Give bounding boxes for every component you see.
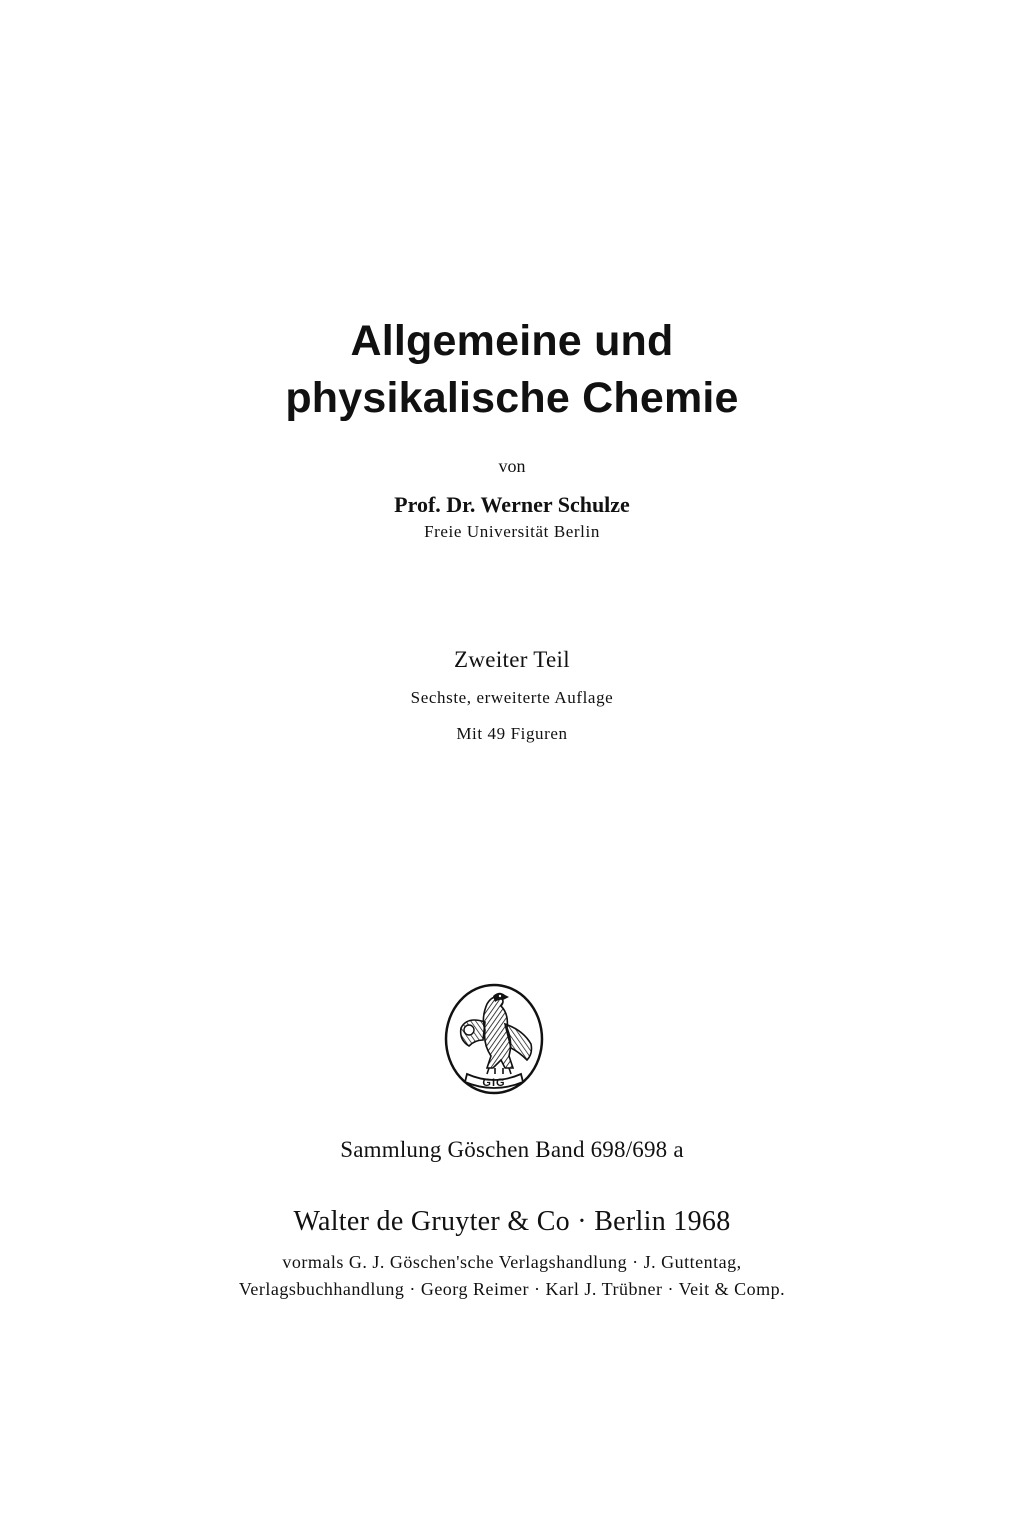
author-affiliation: Freie Universität Berlin <box>424 522 600 541</box>
publisher-history-line-2: Verlagsbuchhandlung · Georg Reimer · Karl J. Trübner · Veit & Comp. <box>238 1279 786 1299</box>
figures-note: Mit 49 Figuren <box>456 724 568 743</box>
title-line-1: Allgemeine und <box>350 317 674 365</box>
logo-monogram: GIG <box>482 1077 506 1089</box>
volume-part: Zweiter Teil <box>454 647 570 672</box>
publisher-history-line-1: vormals G. J. Göschen'sche Verlagshandlung · J. Guttentag, <box>282 1252 742 1272</box>
author-name: Prof. Dr. Werner Schulze <box>394 492 630 517</box>
publisher-name: Walter de Gruyter & Co · Berlin 1968 <box>293 1206 731 1237</box>
series-title: Sammlung Göschen Band 698/698 a <box>340 1137 684 1162</box>
title-line-2: physikalische Chemie <box>285 374 739 422</box>
byline-von: von <box>498 456 526 476</box>
edition-note: Sechste, erweiterte Auflage <box>410 688 614 707</box>
eagle-seal-icon <box>443 982 545 1096</box>
